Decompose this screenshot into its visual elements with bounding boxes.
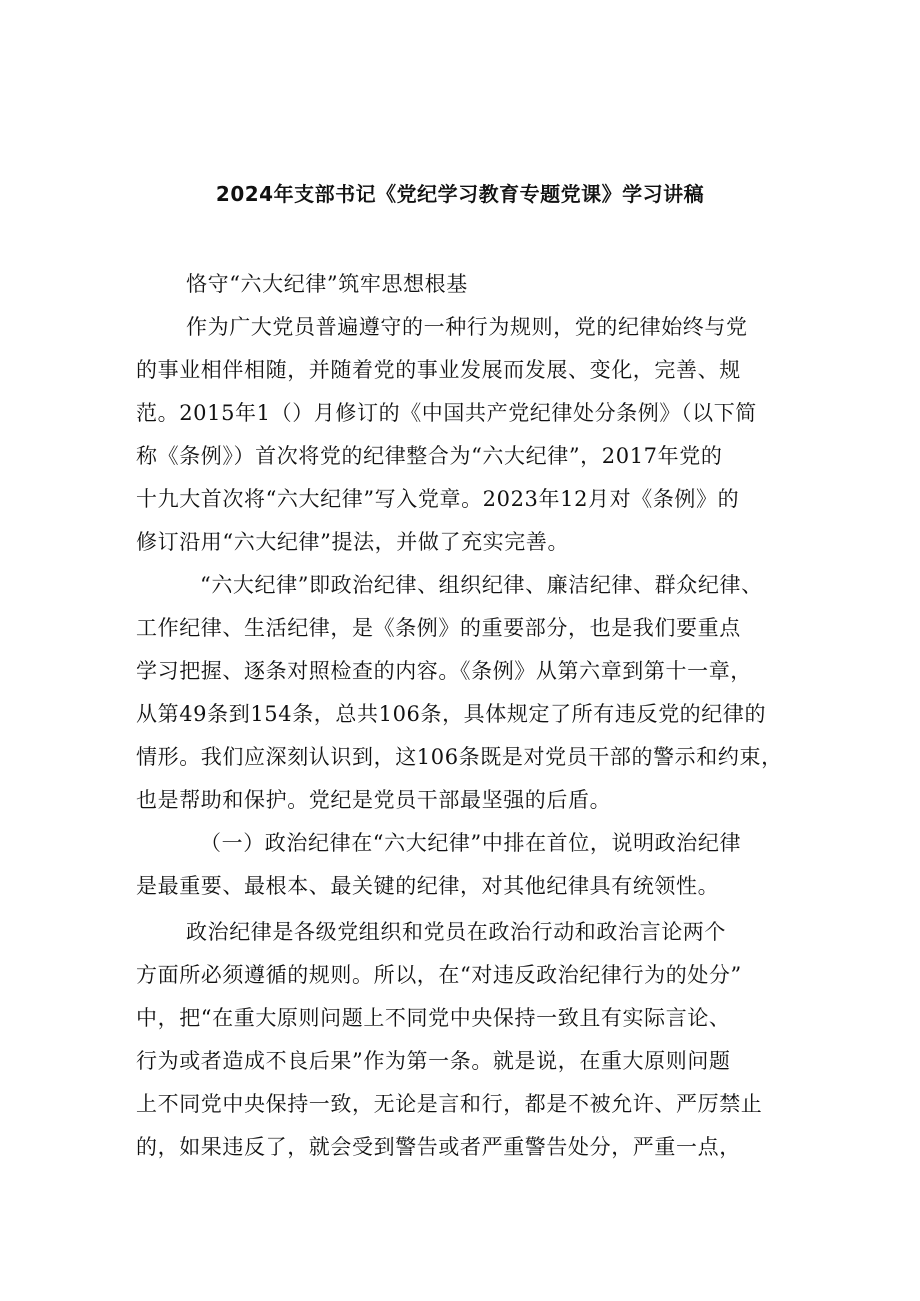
paragraph-line: “六大纪律”即政治纪律、组织纪律、廉洁纪律、群众纪律、 <box>200 573 763 597</box>
section-heading: 恪守“六大纪律”筑牢思想根基 <box>186 272 468 296</box>
paragraph-line: 的事业相伴相随，并随着党的事业发展而发展、变化，完善、规 <box>136 358 741 382</box>
paragraph-line: 的，如果违反了，就会受到警告或者严重警告处分，严重一点， <box>136 1135 741 1159</box>
paragraph-line: 工作纪律、生活纪律，是《条例》的重要部分，也是我们要重点 <box>136 616 741 640</box>
paragraph-line: （一）政治纪律在“六大纪律”中排在首位，说明政治纪律 <box>200 831 742 855</box>
paragraph-line: 十九大首次将“六大纪律”写入党章。2023年12月对《条例》的 <box>136 487 740 511</box>
document-title: 2024年支部书记《党纪学习教育专题党课》学习讲稿 <box>215 182 705 206</box>
paragraph-line: 是最重要、最根本、最关键的纪律，对其他纪律具有统领性。 <box>136 874 720 898</box>
paragraph-line: 学习把握、逐条对照检查的内容。《条例》从第六章到第十一章， <box>136 659 752 683</box>
paragraph-line: 从第49条到154条，总共106条，具体规定了所有违反党的纪律的 <box>136 702 767 726</box>
paragraph-line: 称《条例》）首次将党的纪律整合为“六大纪律”，2017年党的 <box>136 444 723 468</box>
paragraph-line: 政治纪律是各级党组织和党员在政治行动和政治言论两个 <box>186 920 726 944</box>
paragraph-line: 修订沿用“六大纪律”提法，并做了充实完善。 <box>136 530 570 554</box>
paragraph-line: 作为广大党员普遍遵守的一种行为规则，党的纪律始终与党 <box>186 315 748 339</box>
paragraph-line: 中，把“在重大原则问题上不同党中央保持一致且有实际言论、 <box>136 1006 731 1030</box>
paragraph-line: 上不同党中央保持一致，无论是言和行，都是不被允许、严厉禁止 <box>136 1092 763 1116</box>
paragraph-line: 也是帮助和保护。党纪是党员干部最坚强的后盾。 <box>136 788 612 812</box>
paragraph-line: 情形。我们应深刻认识到，这106条既是对党员干部的警示和约束， <box>136 745 783 769</box>
paragraph-line: 方面所必须遵循的规则。所以，在“对违反政治纪律行为的处分” <box>136 963 742 987</box>
paragraph-line: 行为或者造成不良后果”作为第一条。就是说，在重大原则问题 <box>136 1049 731 1073</box>
paragraph-line: 范。2015年1（）月修订的《中国共产党纪律处分条例》（以下简 <box>136 401 757 425</box>
